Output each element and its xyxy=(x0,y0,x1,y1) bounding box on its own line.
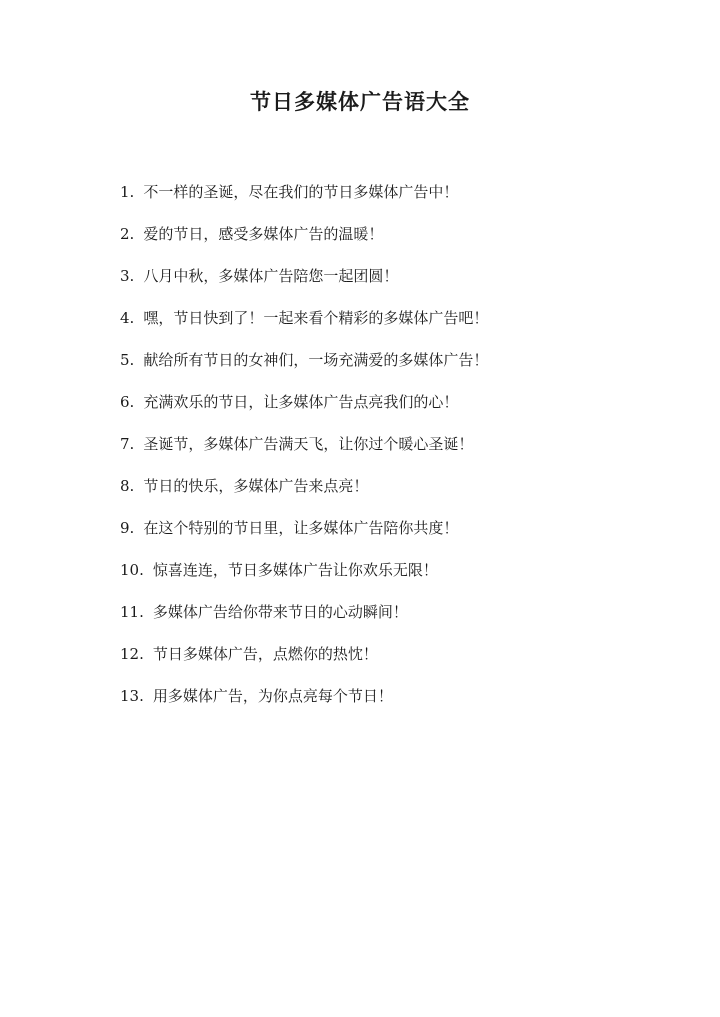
item-number: 8. xyxy=(120,477,135,495)
item-text: 爱的节日，感受多媒体广告的温暖！ xyxy=(143,225,384,243)
item-number: 3. xyxy=(120,267,135,285)
item-text: 节日多媒体广告，点燃你的热忱！ xyxy=(152,645,378,663)
item-text: 惊喜连连，节日多媒体广告让你欢乐无限！ xyxy=(152,561,438,579)
page-title: 节日多媒体广告语大全 xyxy=(250,89,470,114)
item-number: 9. xyxy=(120,519,135,537)
item-number: 1. xyxy=(120,183,135,201)
item-number: 13. xyxy=(120,687,144,705)
item-number: 2. xyxy=(120,225,135,243)
item-text: 八月中秋，多媒体广告陪您一起团圆！ xyxy=(143,267,399,285)
item-text: 节日的快乐，多媒体广告来点亮！ xyxy=(143,477,369,495)
item-text: 充满欢乐的节日，让多媒体广告点亮我们的心！ xyxy=(143,393,459,411)
item-text: 圣诞节，多媒体广告满天飞，让你过个暖心圣诞！ xyxy=(143,435,474,453)
list-item xyxy=(120,682,680,738)
item-number: 4. xyxy=(120,309,135,327)
item-number: 10. xyxy=(120,561,144,579)
item-text: 用多媒体广告，为你点亮每个节日！ xyxy=(152,687,393,705)
item-number: 6. xyxy=(120,393,135,411)
item-number: 12. xyxy=(120,645,144,663)
item-text: 不一样的圣诞，尽在我们的节日多媒体广告中！ xyxy=(143,183,459,201)
item-number: 5. xyxy=(120,351,135,369)
item-number: 11. xyxy=(120,603,144,621)
item-number: 7. xyxy=(120,435,135,453)
item-text: 多媒体广告给你带来节日的心动瞬间！ xyxy=(152,603,408,621)
item-text: 嘿，节日快到了！一起来看个精彩的多媒体广告吧！ xyxy=(143,309,489,327)
item-text: 献给所有节日的女神们，一场充满爱的多媒体广告！ xyxy=(143,351,489,369)
item-text: 在这个特别的节日里，让多媒体广告陪你共度！ xyxy=(143,519,459,537)
slogan-list xyxy=(120,183,680,738)
